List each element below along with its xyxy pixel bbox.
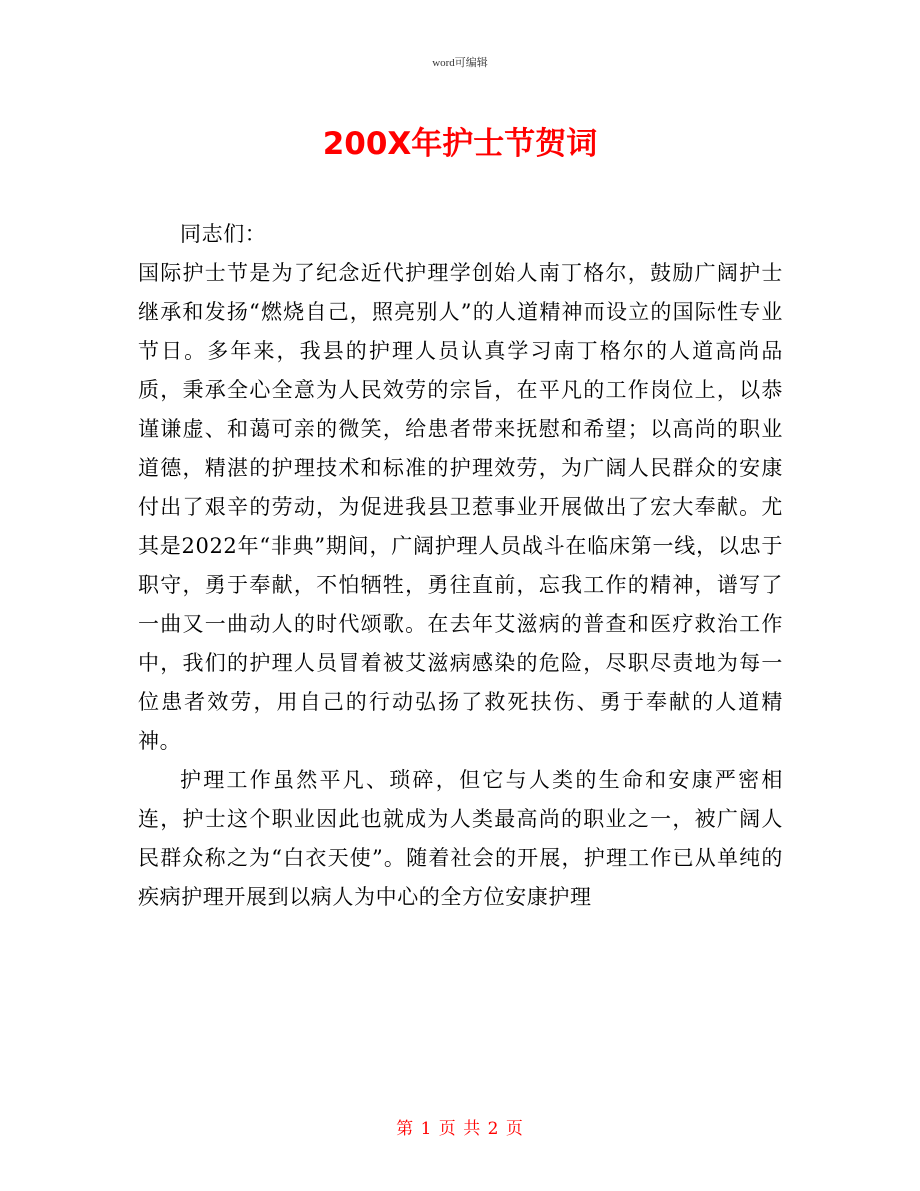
salutation: 同志们： — [180, 222, 267, 246]
paragraph-1: 国际护士节是为了纪念近代护理学创始人南丁格尔，鼓励广阔护士继承和发扬“燃烧自己，照亮别人”的人道精神而设立的国际性专业节日。多年来，我县的护理人员认真学习南丁格尔的人道高尚品质，秉承全心全意为人民效劳的宗旨，在平凡的工作岗位上，以恭谨谦虚、和蔼可亲的微笑，给患者带来抚慰和希望；以高尚的职业道德，精湛的护理技术和标准的护理效劳，为广阔人民群众的安康付出了艰辛的劳动，为促进我县卫惹事业开展做出了宏大奉献。尤其是2022年“非典”期间，广阔护理人员战斗在临床第一线，以忠于职守，勇于奉献，不怕牺牲，勇往直前，忘我工作的精神，谱写了一曲又一曲动人的时代颂歌。在去年艾滋病的普查和医疗救治工作中，我们的护理人员冒着被艾滋病感染的危险，尽职尽责地为每一位患者效劳，用自己的行动弘扬了救死扶伤、勇于奉献的人道精神。 — [138, 261, 783, 753]
paragraph-2: 护理工作虽然平凡、琐碎，但它与人类的生命和安康严密相连，护士这个职业因此也就成为人类最高尚的职业之一，被广阔人民群众称之为“白衣天使”。随着社会的开展，护理工作已从单纯的疾病护理开展到以病人为中心的全方位安康护理 — [138, 768, 783, 909]
header-note: word可编辑 — [432, 57, 488, 69]
document-body — [138, 215, 783, 917]
page-number: 第 1 页 共 2 页 — [396, 1119, 524, 1139]
document-title: 200X年护士节贺词 — [322, 126, 598, 162]
